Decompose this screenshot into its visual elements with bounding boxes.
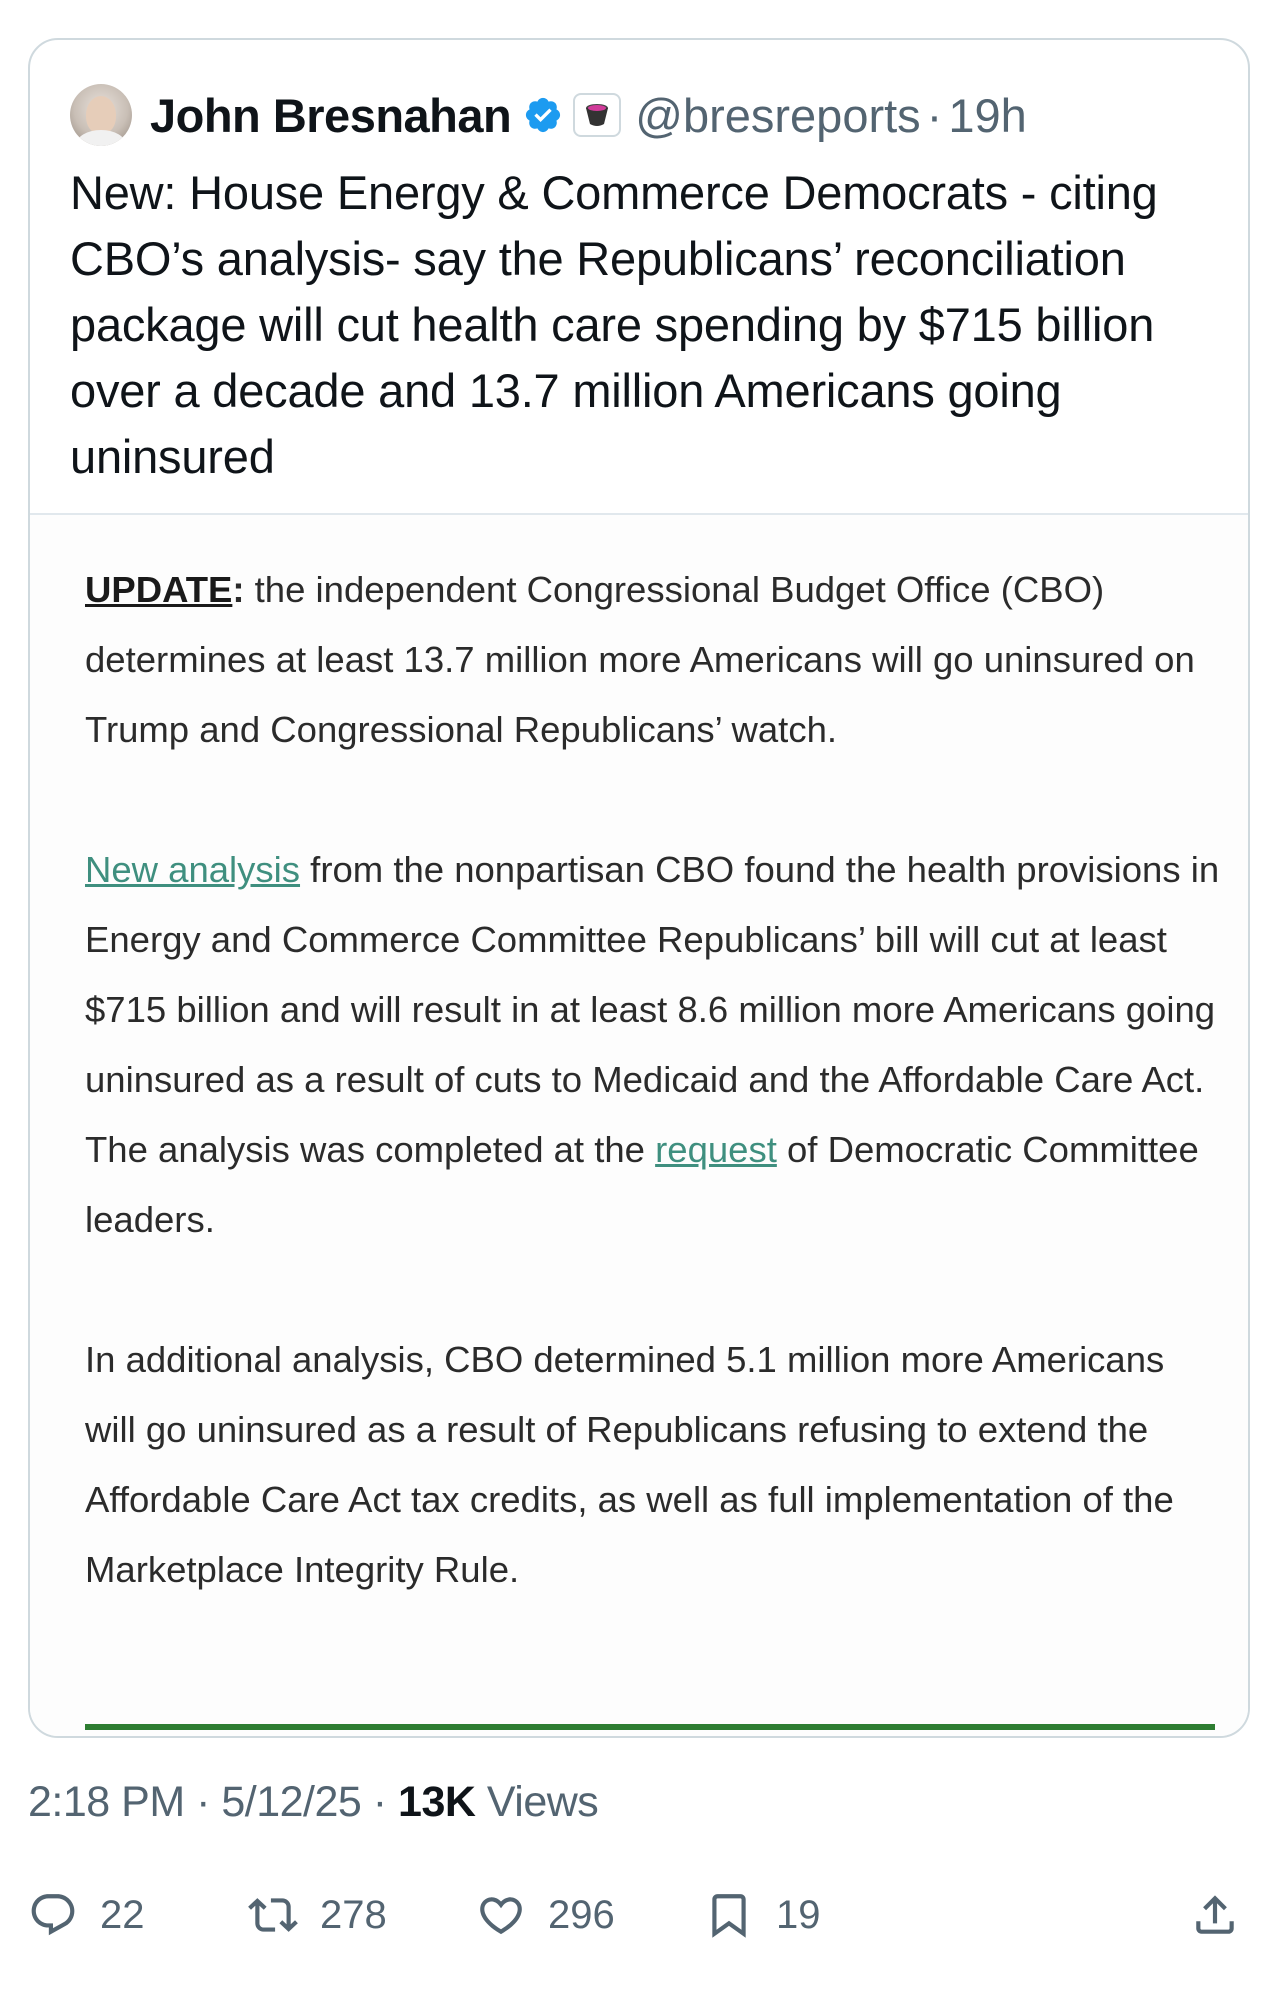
update-label: UPDATE (85, 569, 233, 610)
new-analysis-link: New analysis (85, 849, 301, 890)
tweet-actions (28, 1880, 1250, 1950)
author-avatar[interactable] (70, 84, 132, 146)
share-icon (1190, 1890, 1240, 1940)
views-count: 13K (398, 1778, 476, 1826)
reply-count: 22 (100, 1892, 145, 1937)
request-link: request (655, 1129, 777, 1170)
reply-icon (28, 1890, 78, 1940)
doc-paragraph-1: UPDATE: the independent Congressional Budget Office (CBO) determines at least 13.7 million more Americans will go uninsured on Trump and Congressional Republicans’ watch. (85, 569, 1195, 750)
repost-button[interactable] (248, 1880, 387, 1950)
reply-button[interactable] (28, 1880, 145, 1950)
tweet-timestamp[interactable]: 2:18 PM (28, 1778, 185, 1826)
doc-paragraph-2: New analysis from the nonpartisan CBO found the health provisions in Energy and Commerce Committee Republicans’ bill will cut at least $715 billion and will result in at least 8.6 million more Americans going uninsured as a result of cuts to Medicaid and the Affordable Care Act. The analysis was completed at the request of Democratic Committee leaders. (85, 849, 1220, 1240)
repost-icon (248, 1890, 298, 1940)
like-button[interactable] (476, 1880, 615, 1950)
doc-paragraph-3: In additional analysis, CBO determined 5.1 million more Americans will go uninsured as a result of Republicans refusing to extend the Affordable Care Act tax credits, as well as full implementation of the Marketplace Integrity Rule. (85, 1339, 1174, 1590)
affiliation-emoji-icon[interactable] (573, 93, 621, 137)
attached-image[interactable] (30, 515, 1248, 1738)
heart-icon (476, 1890, 526, 1940)
bookmark-icon (704, 1890, 754, 1940)
bookmark-button[interactable] (704, 1880, 821, 1950)
tweet-time-ago[interactable]: 19h (948, 88, 1027, 142)
tweet-date[interactable]: 5/12/25 (221, 1778, 362, 1826)
author-name[interactable]: John Bresnahan (150, 88, 512, 142)
press-release-screenshot (85, 555, 1225, 1675)
header-separator: · (926, 88, 943, 142)
tweet-card[interactable] (28, 38, 1250, 1738)
like-count: 296 (548, 1892, 615, 1937)
bookmark-count: 19 (776, 1892, 821, 1937)
author-handle[interactable]: @bresreports (635, 88, 921, 142)
repost-count: 278 (320, 1892, 387, 1937)
verified-badge-icon (523, 95, 563, 135)
green-divider-bar (85, 1724, 1215, 1730)
share-button[interactable] (1190, 1880, 1240, 1950)
tweet-meta: 2:18 PM · 5/12/25 · 13K Views (28, 1778, 599, 1826)
views-label: Views (475, 1778, 599, 1826)
tweet-header (70, 80, 1027, 150)
tweet-text: New: House Energy & Commerce Democrats - citing CBO’s analysis- say the Republicans’ reconciliation package will cut health care spending by $715 billion over a decade and 13.7 million Americans going uninsured (70, 166, 1158, 483)
